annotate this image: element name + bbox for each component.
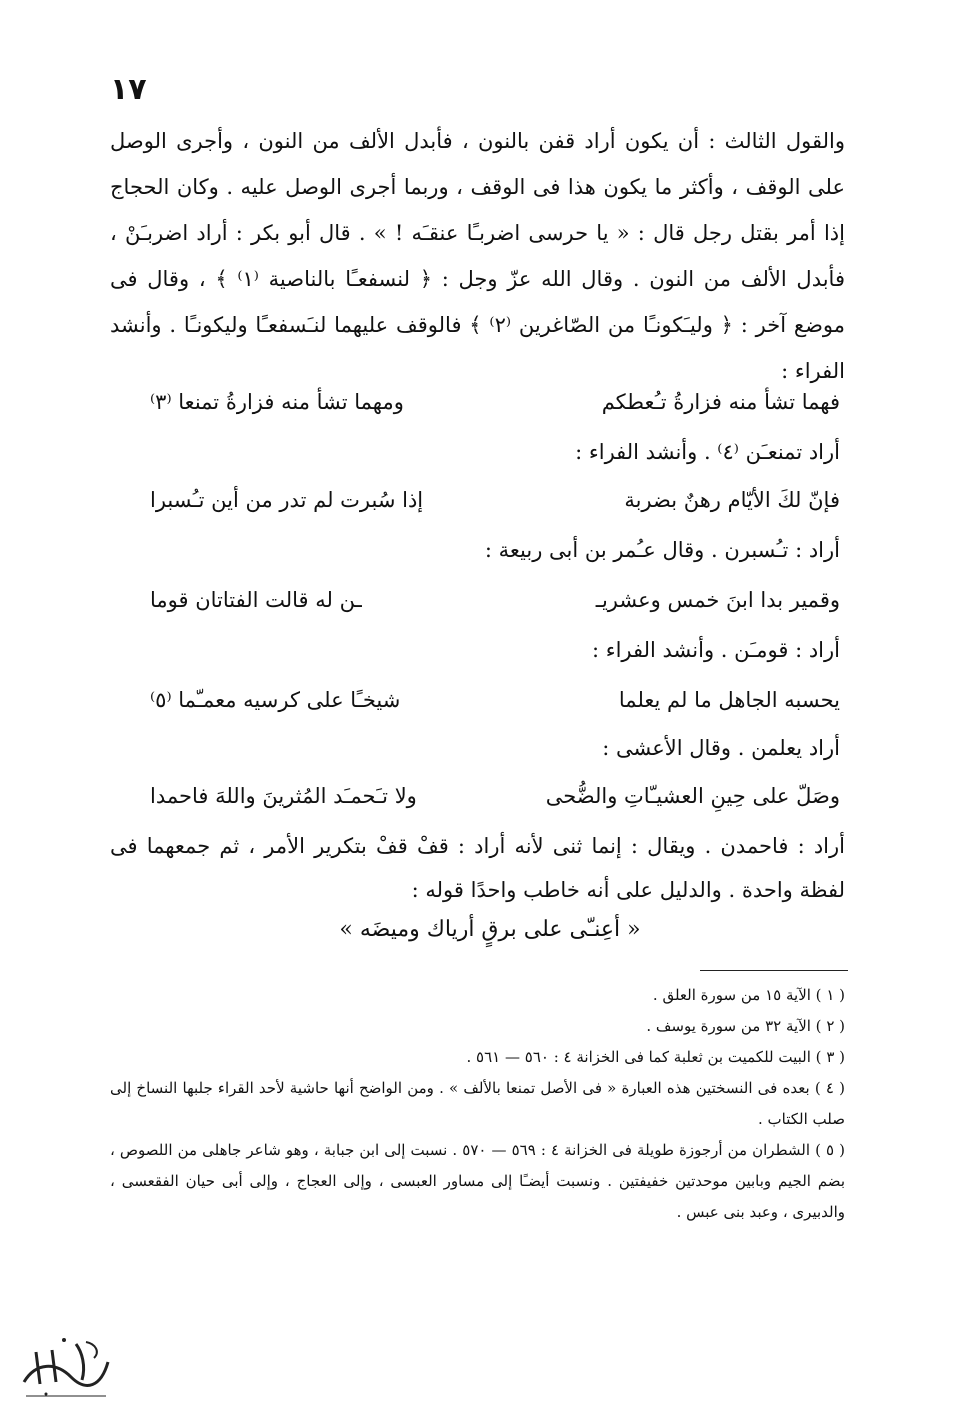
verse-1-first-hemistich: فهما تشأ منه فزارةُ تـُعطكم — [601, 390, 840, 414]
verse-2 — [150, 480, 840, 520]
verse-3 — [150, 580, 840, 620]
half-verse-quote: « أعِنـّى على برقٍ أرياك وميضَه » — [339, 917, 641, 942]
footnote-5: ( ٥ ) الشطران من أرجوزة طويلة فى الخزانة ٤ : ٥٦٩ — ٥٧٠ . نسبت إلى ابن جبابة ، وهو شاعر جاهلى من اللصوص ، بضم الجيم وبابين موحدتين خفيفتين . ونسبت أيضـًا إلى مساور العبسى ، وإلى العجاج ، وإلى أبى حيان الفقعسى ، والدبيرى ، وعبد بنى عبس . — [110, 1141, 845, 1221]
paragraph-closing: أراد : فاحمدن . ويقال : إنما ثنى لأنه أراد : قفْ قفْ بتكرير الأمر ، ثم جمعهما فى لفظة واحدة . والدليل على أنه خاطب واحدًا قوله : — [110, 834, 845, 902]
paragraph-intro: والقول الثالث : أن يكون أراد قفن بالنون ، فأبدل الألف من النون ، وأجرى الوصل على الوقف ، وأكثر ما يكون هذا فى الوقف ، وربما أجرى الوصل عليه . وكان الحجاج إذا أمر بقتل رجل قال : « يا حرسى اضربـًا عنقـَه ! » . قال أبو بكر : أراد اضربـَنْ ، فأبدل الألف من النون . وقال الله عزّ وجل : ﴿ لنسفعـًا بالناصية ⁽١⁾ ﴾ ، وقال فى موضع آخر : ﴿ وليـَكونـًا من الصّاغرين ⁽٢⁾ ﴾ فالوقف عليهما لنـَسفعـًا وليكونـًا . وأنشد الفراء : — [110, 129, 845, 383]
verse-5-second-hemistich: ولا تـَحمـَد المُثرينَ واللهَ فاحمدا — [150, 784, 417, 808]
closing-text-block — [110, 824, 845, 912]
page-number: ١٧ — [110, 72, 147, 107]
prose-line-1: أراد تمنعـَن ⁽٤⁾ . وأنشد الفراء : — [575, 440, 840, 464]
footnote-4: ( ٤ ) بعده فى النسختين هذه العبارة « فى الأصل تمنعا بالألف » . ومن الواضح أنها حاشية لأحد القراء جلبها النساخ إلى صلب الكتاب . — [110, 1079, 845, 1128]
verse-3-second-hemistich: ـن له قالت الفتاتان قوما — [150, 588, 362, 612]
main-text-block — [110, 118, 845, 394]
verse-3-first-hemistich: وقمير بدا ابنَ خمس وعشريـ — [595, 588, 840, 612]
publisher-logo — [16, 1322, 116, 1412]
verse-1-second-hemistich: ومهما تشأ منه فزارةُ تمنعا ⁽٣⁾ — [150, 390, 404, 414]
prose-line-3: أراد : قومـَن . وأنشد الفراء : — [591, 638, 840, 662]
prose-line-4: أراد يعلمن . وقال الأعشى : — [602, 736, 840, 760]
prose-line-2: أراد : تـُسبرن . وقال عـُمر بن أبى ربيعة : — [484, 538, 840, 562]
footnote-2: ( ٢ ) الآية ٣٢ من سورة يوسف . — [646, 1017, 845, 1035]
verse-5 — [150, 776, 840, 816]
verse-2-second-hemistich: إذا سُبرت لم تدر من أين تـُسبرا — [150, 488, 424, 512]
footnotes — [110, 980, 845, 1228]
verse-1 — [150, 382, 840, 422]
verse-4-first-hemistich: يحسبه الجاهل ما لم يعلما — [618, 688, 840, 712]
footnote-divider — [700, 970, 848, 971]
footnote-3: ( ٣ ) البيت للكميت بن ثعلبة كما فى الخزانة ٤ : ٥٦٠ — ٥٦١ . — [466, 1048, 845, 1066]
verse-4 — [150, 680, 840, 720]
footnote-1: ( ١ ) الآية ١٥ من سورة العلق . — [652, 986, 845, 1004]
verse-5-first-hemistich: وصَلّ على حِينِ العشيـّاتِ والضُّحى — [545, 784, 840, 808]
verse-2-first-hemistich: فإنّ لكَ الأيّام رهنٌ بضربة — [624, 488, 840, 512]
verse-4-second-hemistich: شيخـًا على كرسيه معمـّما ⁽٥⁾ — [150, 688, 401, 712]
